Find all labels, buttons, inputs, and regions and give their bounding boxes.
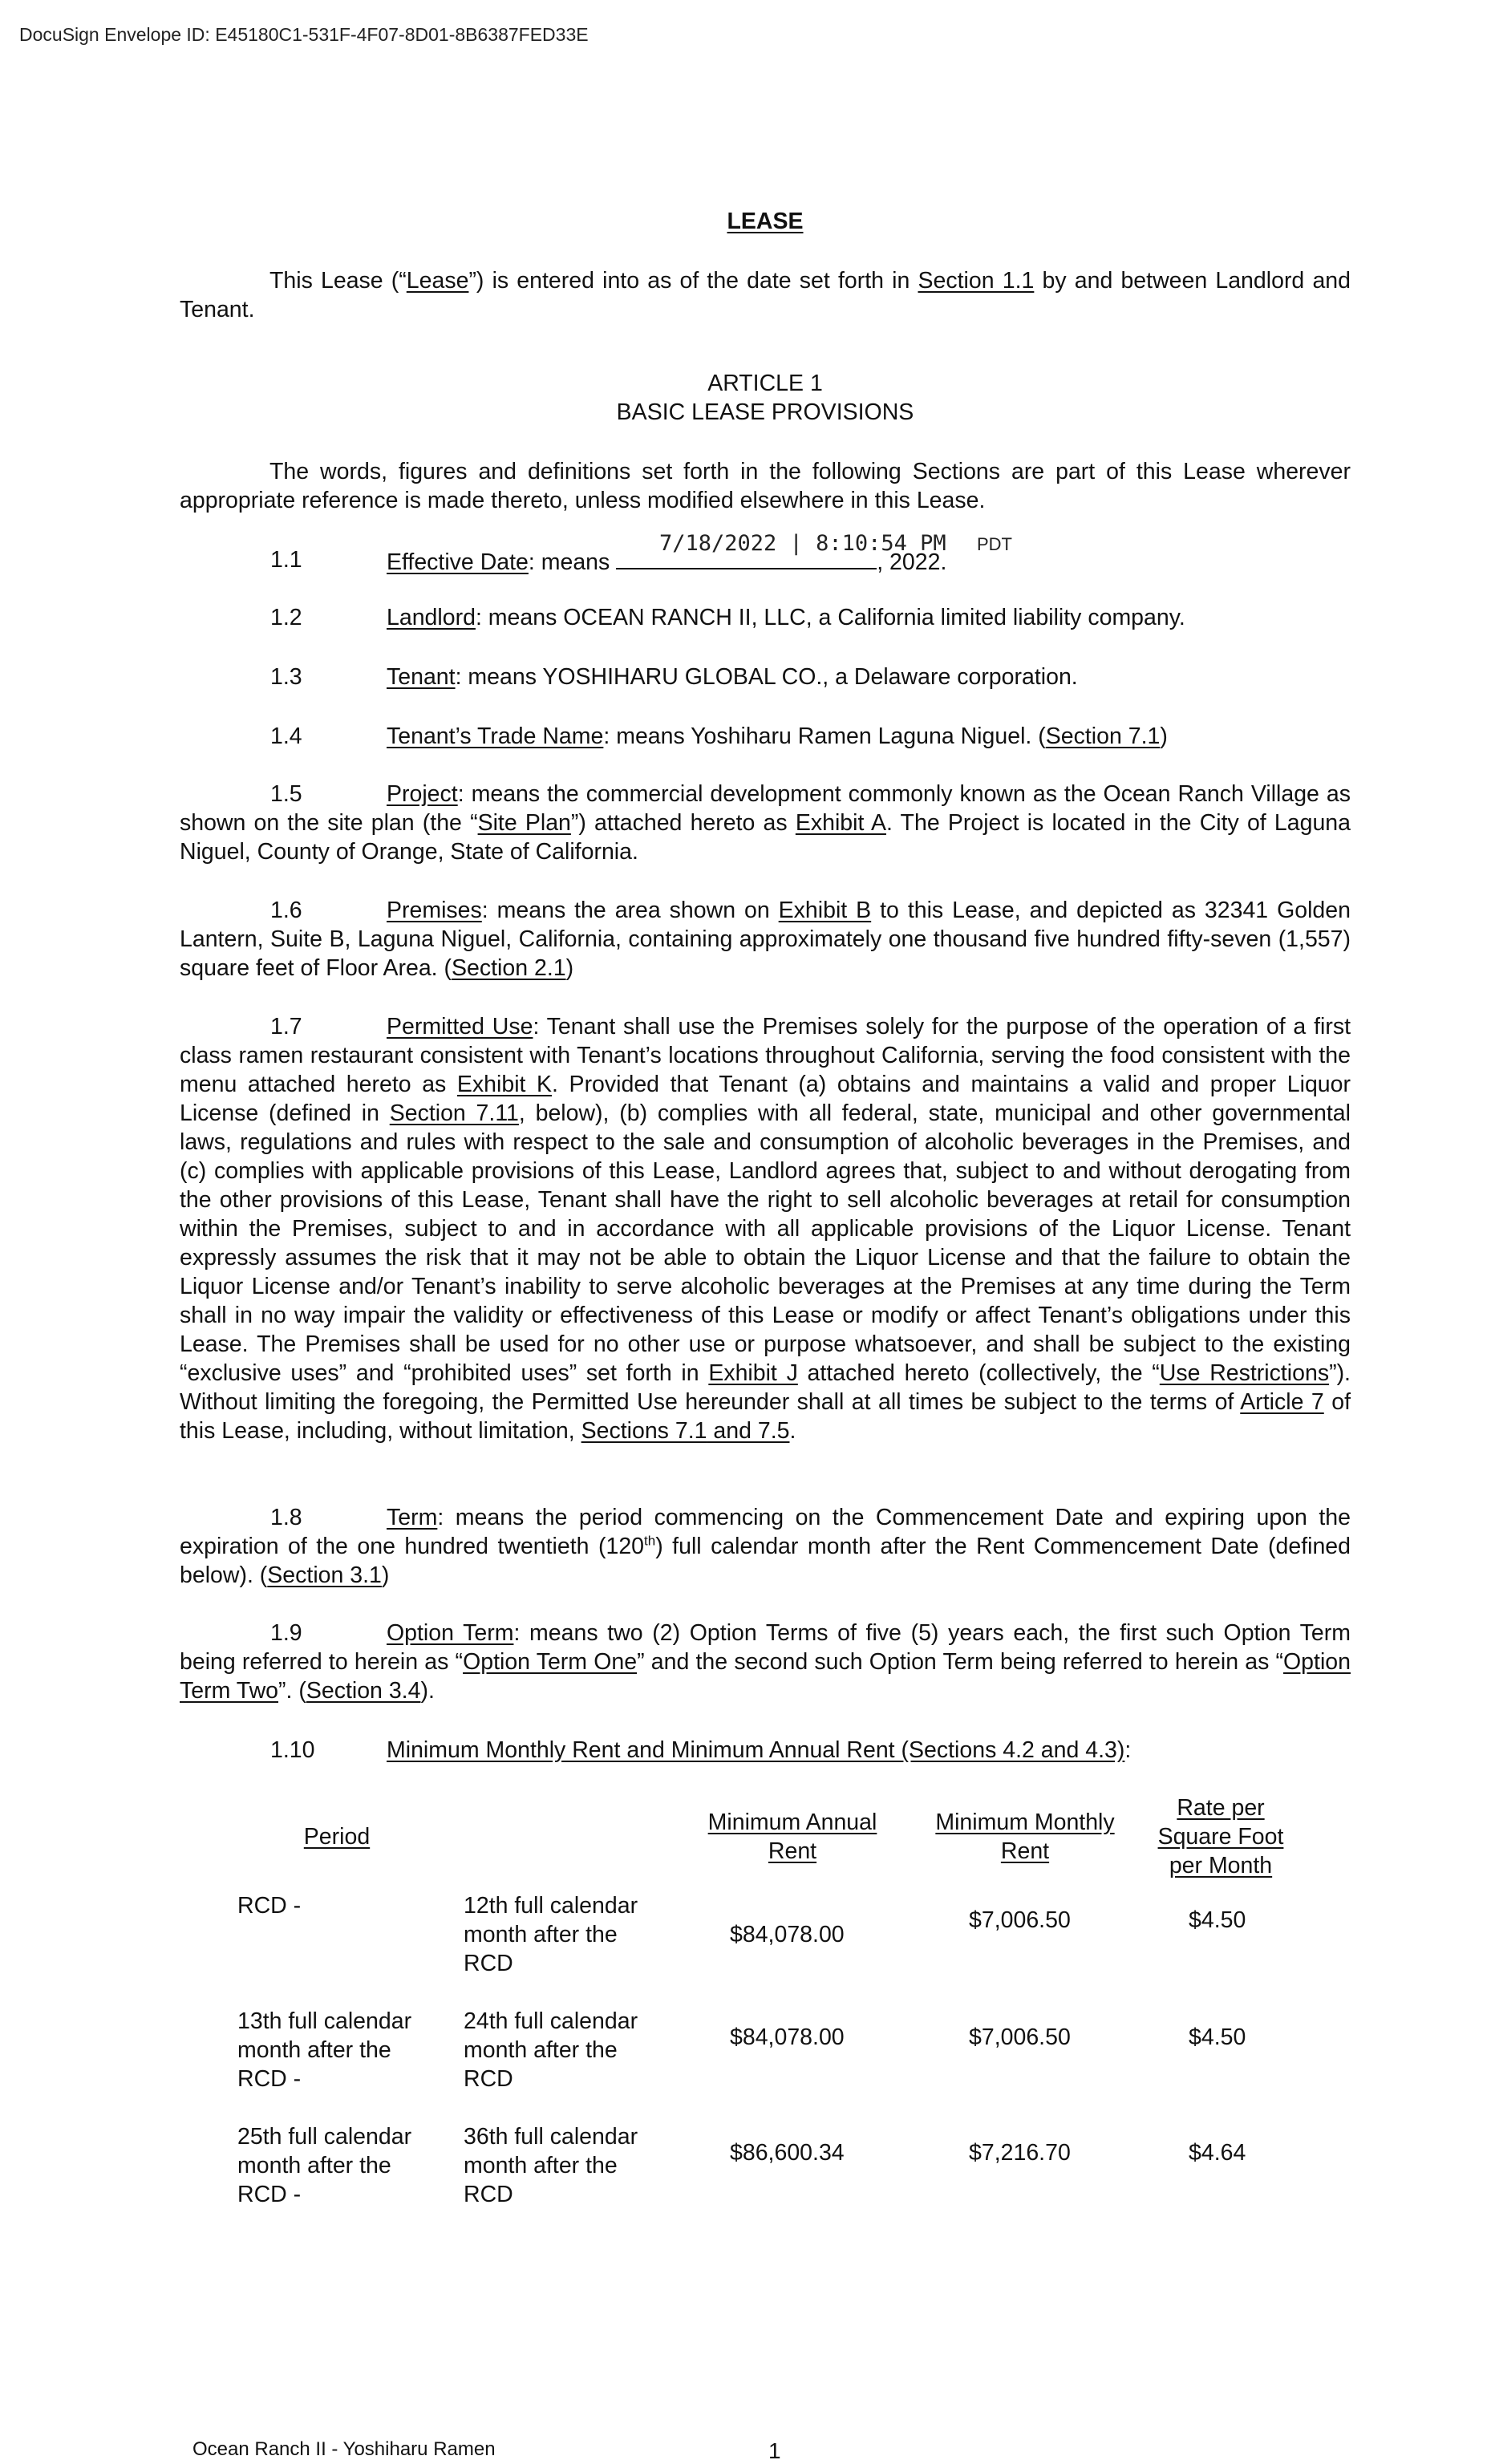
title-text: LEASE bbox=[727, 209, 804, 234]
section-text: . bbox=[789, 1418, 796, 1444]
intro-paragraph bbox=[180, 266, 1351, 324]
row-1-rate: $4.50 bbox=[1189, 1907, 1246, 1933]
header-text: Square Foot bbox=[1157, 1824, 1284, 1850]
section-text: : means the period commencing on the Commencement Date and expiring upon the expiration of the one hundred twentieth (120 bbox=[180, 1505, 1351, 1559]
column-header-annual bbox=[688, 1808, 897, 1866]
section-ref: Section 7.1 bbox=[1045, 723, 1161, 749]
section-1-3 bbox=[387, 663, 1078, 691]
section-text: attached hereto (collectively, the “ bbox=[797, 1360, 1160, 1386]
header-text: Rent bbox=[1000, 1838, 1050, 1864]
section-text: . Provided that Tenant (a) obtains and maintains a valid and proper Liquor License (defined in bbox=[180, 1072, 1351, 1126]
section-text: : means YOSHIHARU GLOBAL CO., a Delaware corporation. bbox=[455, 664, 1078, 690]
section-text: : bbox=[1124, 1737, 1132, 1763]
section-text: , below), (b) complies with all federal, state, municipal and other governmental laws, regulations and rules with respect to the sale and consumption of alcoholic beverages in the Premises, and (c) complies with applicable provisions of this Lease, Landlord agrees that, subject to and without derogating from the other provisions of this Lease, Tenant shall have the right to sell alcoholic beverages at retail for consumption within the Premises, subject to and in accordance with all applicable provisions of the Liquor License. Tenant expressly assumes the risk that it may not be able to obtain the Liquor License and that the failure to obtain the Liquor License and/or Tenant’s inability to serve alcoholic beverages at the Premises at any time during the Term shall in no way impair the validity or effectiveness of this Lease or modify or affect Tenant’s obligations under this Lease. The Premises shall be used for no other use or purpose whatsoever, and shall be subject to the existing “exclusive uses” and “prohibited uses” set forth in bbox=[180, 1100, 1351, 1386]
section-defined-term: Use Restrictions bbox=[1159, 1360, 1330, 1386]
section-text: ) bbox=[565, 955, 574, 981]
row-3-from bbox=[237, 2122, 411, 2209]
intro-text: This Lease (“ bbox=[269, 268, 407, 294]
section-term: Option Term bbox=[387, 1620, 514, 1646]
section-ref: Section 7.11 bbox=[389, 1100, 519, 1126]
cell-line: month after the bbox=[464, 2153, 618, 2178]
cell-line: 25th full calendar bbox=[237, 2124, 412, 2150]
section-term: Premises bbox=[387, 898, 482, 923]
intro-lease-term: Lease bbox=[406, 268, 469, 294]
column-header-monthly bbox=[916, 1808, 1134, 1866]
section-ref: Section 3.1 bbox=[267, 1562, 382, 1588]
exhibit-ref: Exhibit K bbox=[456, 1072, 553, 1097]
section-text: of this Lease, including, without limitation, bbox=[180, 1389, 1351, 1444]
section-text: . The Project is located in the City of Laguna Niguel, County of Orange, State of California. bbox=[180, 810, 1351, 865]
row-2-from bbox=[237, 2007, 411, 2093]
exhibit-ref: Exhibit B bbox=[778, 898, 872, 923]
section-text: ) bbox=[381, 1562, 390, 1588]
section-defined-term: Site Plan bbox=[477, 810, 571, 836]
section-term: Landlord bbox=[387, 605, 476, 630]
header-text: Minimum Annual bbox=[707, 1810, 877, 1835]
section-text: ” and the second such Option Term being referred to herein as “ bbox=[637, 1649, 1284, 1675]
header-text: Rate per bbox=[1177, 1795, 1265, 1821]
row-2-monthly: $7,006.50 bbox=[969, 2024, 1071, 2050]
section-text: ”). Without limiting the foregoing, the Permitted Use hereunder shall at all times be subject to the terms of bbox=[180, 1360, 1351, 1415]
section-term: Tenant bbox=[387, 664, 456, 690]
intro-text: ”) is entered into as of the date set forth in bbox=[468, 268, 918, 294]
header-text: per Month bbox=[1169, 1853, 1273, 1878]
row-2-to bbox=[464, 2007, 638, 2093]
section-1-9 bbox=[180, 1619, 1351, 1705]
article-number: ARTICLE 1 bbox=[707, 371, 823, 396]
cell-line: month after the bbox=[464, 1922, 618, 1947]
section-text: : Tenant shall use the Premises solely for the purpose of the operation of a first class ramen restaurant consistent with Tenant’s locations throughout California, serving the food consistent with the menu attached hereto as bbox=[180, 1014, 1351, 1097]
section-number: 1.5 bbox=[270, 781, 302, 807]
cell-line: 13th full calendar bbox=[237, 2008, 412, 2034]
section-number: 1.7 bbox=[270, 1014, 302, 1040]
cell-line: month after the bbox=[464, 2037, 618, 2063]
section-text: to this Lease, and depicted as 32341 Golden Lantern, Suite B, Laguna Niguel, California, containing approximately one thousand five hundred fifty-seven (1,557) square feet of Floor Area. ( bbox=[180, 898, 1351, 981]
section-1-7 bbox=[180, 1012, 1351, 1445]
page-number: 1 bbox=[768, 2438, 781, 2463]
section-number: 1.3 bbox=[270, 664, 302, 690]
section-term: Term bbox=[387, 1505, 438, 1530]
section-number: 1.2 bbox=[270, 605, 302, 630]
article-heading: BASIC LEASE PROVISIONS bbox=[616, 399, 914, 425]
row-1-monthly: $7,006.50 bbox=[969, 1907, 1071, 1933]
section-1-5 bbox=[180, 780, 1351, 866]
cell-line: RCD bbox=[464, 1951, 513, 1976]
column-header-period bbox=[273, 1822, 401, 1851]
section-term: Permitted Use bbox=[387, 1014, 533, 1040]
section-ref: and 7.5 bbox=[707, 1418, 790, 1444]
cell-line: RCD bbox=[464, 2066, 513, 2092]
section-1-6 bbox=[180, 896, 1351, 983]
section-text: : means OCEAN RANCH II, LLC, a California limited liability company. bbox=[475, 605, 1185, 630]
section-defined-term: Option Term Two bbox=[180, 1649, 1351, 1704]
document-title bbox=[180, 207, 1351, 236]
section-text: : means the area shown on bbox=[481, 898, 779, 923]
envelope-id: DocuSign Envelope ID: E45180C1-531F-4F07-8D01-8B6387FED33E bbox=[19, 24, 589, 45]
column-header-rate bbox=[1140, 1793, 1301, 1880]
row-1-annual: $84,078.00 bbox=[730, 1922, 845, 1947]
exhibit-ref: Exhibit A bbox=[795, 810, 886, 836]
section-text: ) full calendar month after the Rent Commencement Date (defined below). ( bbox=[180, 1534, 1351, 1588]
section-number: 1.4 bbox=[270, 723, 302, 749]
section-text: ”. ( bbox=[278, 1678, 306, 1704]
cell-line: 12th full calendar bbox=[464, 1893, 638, 1919]
section-1-2 bbox=[387, 603, 1185, 632]
cell-line: RCD bbox=[464, 2182, 513, 2207]
header-text: Minimum Monthly bbox=[935, 1810, 1115, 1835]
cell-line: RCD - bbox=[237, 2182, 302, 2207]
section-term: Tenant’s Trade Name bbox=[387, 723, 604, 749]
section-text: , 2022. bbox=[877, 549, 947, 575]
section-1-8 bbox=[180, 1503, 1351, 1590]
row-3-rate: $4.64 bbox=[1189, 2140, 1246, 2166]
section-defined-term: Option Term One bbox=[463, 1649, 638, 1675]
header-text: Rent bbox=[768, 1838, 817, 1864]
footer-label: Ocean Ranch II - Yoshiharu Ramen bbox=[192, 2438, 496, 2460]
row-1-from bbox=[237, 1891, 301, 1920]
docusign-date-stamp: 7/18/2022 | 8:10:54 PM bbox=[659, 531, 946, 556]
row-3-annual: $86,600.34 bbox=[730, 2140, 845, 2166]
section-number: 1.1 bbox=[270, 547, 302, 573]
article-ref: Article 7 bbox=[1240, 1389, 1324, 1415]
ordinal-suffix: th bbox=[644, 1533, 656, 1549]
cell-line: RCD - bbox=[237, 2066, 302, 2092]
intro-text: by and between Landlord and Tenant. bbox=[180, 268, 1351, 322]
section-number: 1.9 bbox=[270, 1620, 302, 1646]
preamble-paragraph bbox=[180, 457, 1351, 515]
section-1-4 bbox=[387, 722, 1168, 751]
exhibit-ref: Exhibit J bbox=[708, 1360, 798, 1386]
section-text: : means Yoshiharu Ramen Laguna Niguel. ( bbox=[603, 723, 1046, 749]
section-text: : means the commercial development commonly known as the Ocean Ranch Village as shown on the site plan (the “ bbox=[180, 781, 1351, 836]
preamble-text: The words, figures and definitions set forth in the following Sections are part of this Lease wherever appropriate reference is made thereto, unless modified elsewhere in this Lease. bbox=[180, 459, 1351, 513]
row-2-rate: $4.50 bbox=[1189, 2024, 1246, 2050]
cell-line: month after the bbox=[237, 2153, 391, 2178]
section-term: Minimum Monthly Rent and Minimum Annual Rent (Sections 4.2 and 4.3) bbox=[387, 1737, 1125, 1763]
section-term: Project bbox=[387, 781, 458, 807]
row-3-monthly: $7,216.70 bbox=[969, 2140, 1071, 2166]
section-number: 1.6 bbox=[270, 898, 302, 923]
section-ref: Sections 7.1 bbox=[581, 1418, 707, 1444]
section-text: : means two (2) Option Terms of five (5) years each, the first such Option Term being referred to herein as “ bbox=[180, 1620, 1351, 1675]
row-2-annual: $84,078.00 bbox=[730, 2024, 845, 2050]
section-term: Effective Date bbox=[387, 549, 529, 575]
docusign-timezone: PDT bbox=[977, 534, 1012, 554]
section-number: 1.10 bbox=[270, 1737, 315, 1763]
cell-line: RCD - bbox=[237, 1893, 302, 1919]
section-text: : means bbox=[528, 549, 617, 575]
intro-section-ref: Section 1.1 bbox=[918, 268, 1035, 294]
cell-line: 24th full calendar bbox=[464, 2008, 638, 2034]
section-number: 1.8 bbox=[270, 1505, 302, 1530]
section-text: ). bbox=[420, 1678, 435, 1704]
section-ref: Section 2.1 bbox=[452, 955, 566, 981]
section-1-10 bbox=[387, 1736, 1131, 1765]
cell-line: 36th full calendar bbox=[464, 2124, 638, 2150]
section-text: ”) attached hereto as bbox=[570, 810, 796, 836]
section-text: ) bbox=[1160, 723, 1168, 749]
header-text: Period bbox=[303, 1824, 371, 1850]
section-ref: Section 3.4 bbox=[306, 1678, 421, 1704]
cell-line: month after the bbox=[237, 2037, 391, 2063]
row-1-to bbox=[464, 1891, 638, 1978]
row-3-to bbox=[464, 2122, 638, 2209]
